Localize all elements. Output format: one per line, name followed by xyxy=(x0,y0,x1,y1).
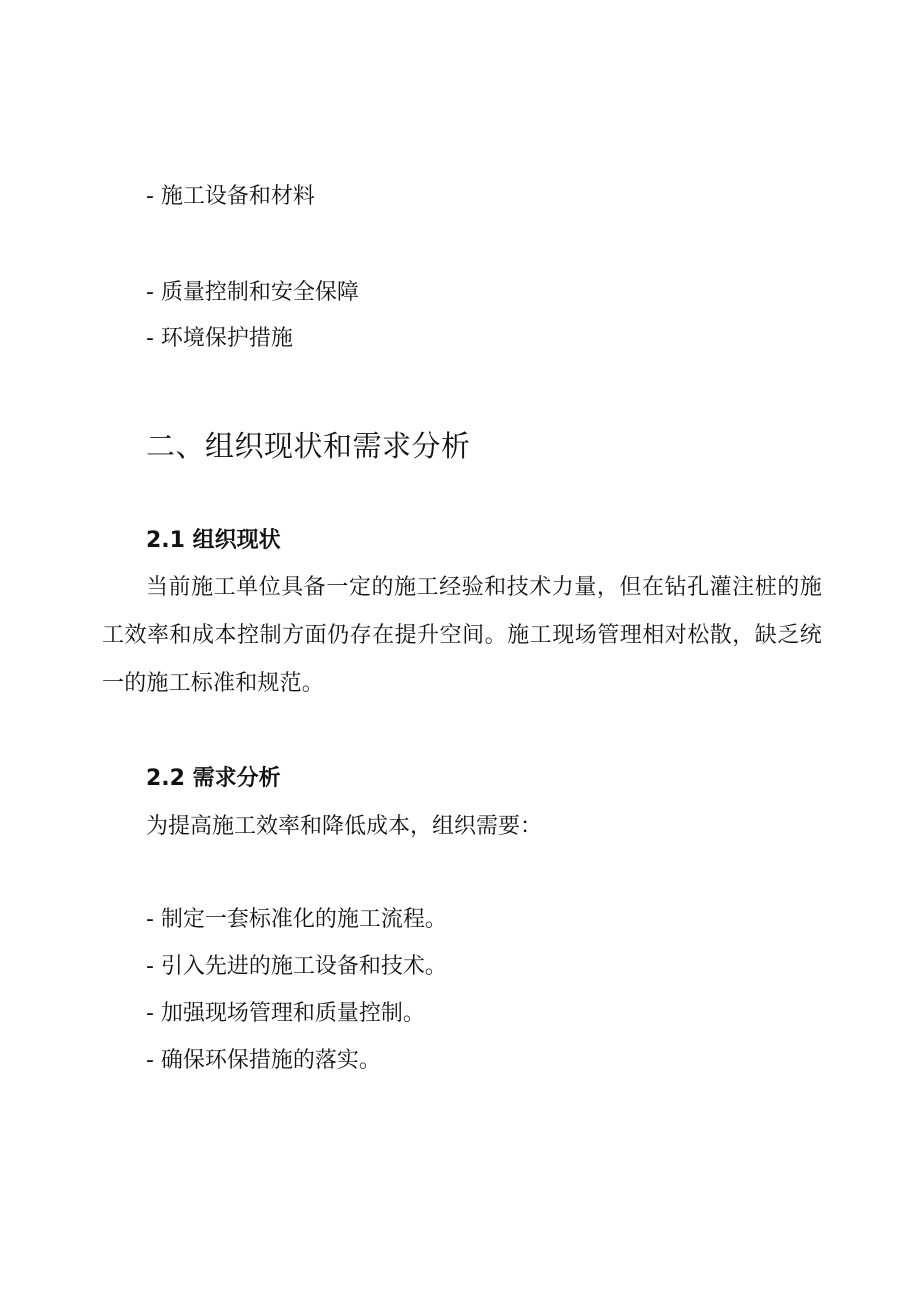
subsection-heading-needs-analysis: 2.2 需求分析 xyxy=(146,766,281,791)
list-item: - 确保环保措施的落实。 xyxy=(146,1048,381,1073)
subsection-heading-current-status: 2.1 组织现状 xyxy=(146,528,281,553)
list-item: - 质量控制和安全保障 xyxy=(146,280,359,305)
section-title: 二、组织现状和需求分析 xyxy=(146,429,471,463)
paragraph-current-status: 当前施工单位具备一定的施工经验和技术力量，但在钻孔灌注桩的施工效率和成本控制方面仍存在提升空间。施工现场管理相对松散，缺乏统一的施工标准和规范。 xyxy=(102,575,822,696)
list-item: - 加强现场管理和质量控制。 xyxy=(146,1001,425,1026)
list-item: - 施工设备和材料 xyxy=(146,184,315,209)
list-item: - 引入先进的施工设备和技术。 xyxy=(146,954,447,979)
list-item: - 制定一套标准化的施工流程。 xyxy=(146,907,447,932)
needs-intro: 为提高施工效率和降低成本，组织需要： xyxy=(146,814,543,839)
list-item: - 环境保护措施 xyxy=(146,326,293,351)
